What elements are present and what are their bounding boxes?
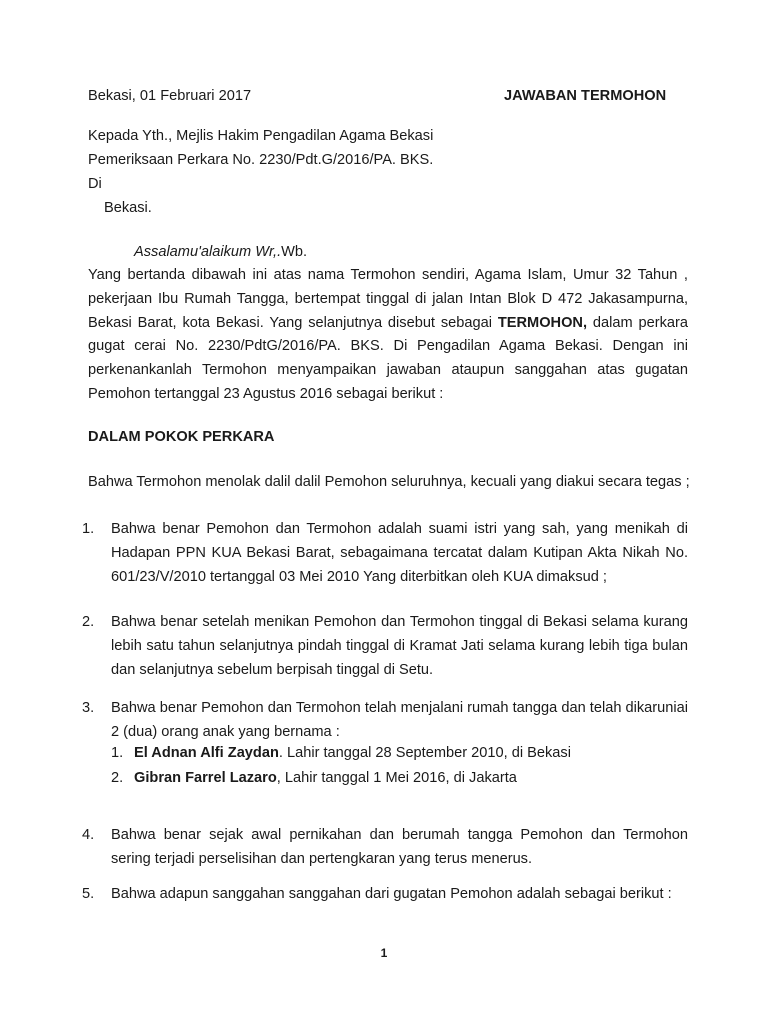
child-name: Gibran Farrel Lazaro <box>134 770 277 786</box>
address-line-4: Bekasi. <box>104 200 152 216</box>
page-number: 1 <box>380 946 388 960</box>
place-date: Bekasi, 01 Februari 2017 <box>88 88 252 104</box>
address-line-1: Kepada Yth., Mejlis Hakim Pengadilan Agama Bekasi <box>88 128 434 144</box>
item-text: Bahwa benar Pemohon dan Termohon telah menjalani rumah tangga dan telah dikaruniai 2 (dua) orang anak yang bernama : <box>111 700 688 740</box>
address-line-2: Pemeriksaan Perkara No. 2230/Pdt.G/2016/PA. BKS. <box>88 152 434 168</box>
child-number: 1. <box>111 745 124 761</box>
child-detail: , Lahir tanggal 1 Mei 2016, di Jakarta <box>276 770 517 786</box>
intro-paragraph <box>88 264 688 407</box>
item-number: 4. <box>82 827 95 843</box>
item-text: Bahwa benar setelah menikan Pemohon dan Termohon tinggal di Bekasi selama kurang lebih satu tahun selanjutnya pindah tinggal di Kramat Jati selama kurang lebih tiga bulan dan selanjutnya sebelum berpisah tinggal di Setu. <box>111 614 688 678</box>
denial-statement: Bahwa Termohon menolak dalil dalil Pemohon seluruhnya, kecuali yang diakui secara tegas ; <box>88 474 690 490</box>
item-number: 2. <box>82 614 95 630</box>
item-text: Bahwa benar sejak awal pernikahan dan berumah tangga Pemohon dan Termohon sering terjadi perselisihan dan pertengkaran yang terus menerus. <box>111 827 688 867</box>
section-heading: DALAM POKOK PERKARA <box>88 429 275 445</box>
child-entry <box>134 768 517 788</box>
greeting <box>134 242 307 262</box>
document-title: JAWABAN TERMOHON <box>504 88 667 104</box>
item-text: Bahwa adapun sanggahan sanggahan dari gugatan Pemohon adalah sebagai berikut : <box>111 886 672 902</box>
child-name: El Adnan Alfi Zaydan <box>134 745 279 761</box>
intro-part-1: Yang bertanda dibawah ini atas nama Termohon sendiri, Agama Islam, Umur 32 Tahun , pekerjaan Ibu Rumah Tangga, bertempat tinggal di jalan Intan Blok D 472 Jakasampurna, Bekasi Barat, kota Bekasi. Yang selanjutnya disebut sebagai <box>88 267 688 331</box>
item-number: 1. <box>82 521 95 537</box>
item-text: Bahwa benar Pemohon dan Termohon adalah suami istri yang sah, yang menikah di Hadapan PPN KUA Bekasi Barat, sebagaimana tercatat dalam Kutipan Akta Nikah No. 601/23/V/2010 tertanggal 03 Mei 2010 Yang diterbitkan oleh KUA dimaksud ; <box>111 521 688 585</box>
child-number: 2. <box>111 770 124 786</box>
intro-part-2: dalam perkara gugat cerai No. 2230/PdtG/2016/PA. BKS. Di Pengadilan Agama Bekasi. Dengan ini perkenankanlah Termohon menyampaikan jawaban ataupun sanggahan atas gugatan Pemohon tertanggal 23 Agustus 2016 sebagai berikut : <box>88 314 688 402</box>
intro-bold: TERMOHON, <box>497 314 588 331</box>
child-entry <box>134 743 571 763</box>
item-number: 3. <box>82 700 95 716</box>
address-line-3: Di <box>88 176 102 192</box>
greeting-text: Assalamu'alaikum Wr,. <box>134 244 282 260</box>
item-number: 5. <box>82 886 95 902</box>
greeting-wb: Wb. <box>281 244 308 260</box>
child-detail: . Lahir tanggal 28 September 2010, di Bekasi <box>278 745 571 761</box>
